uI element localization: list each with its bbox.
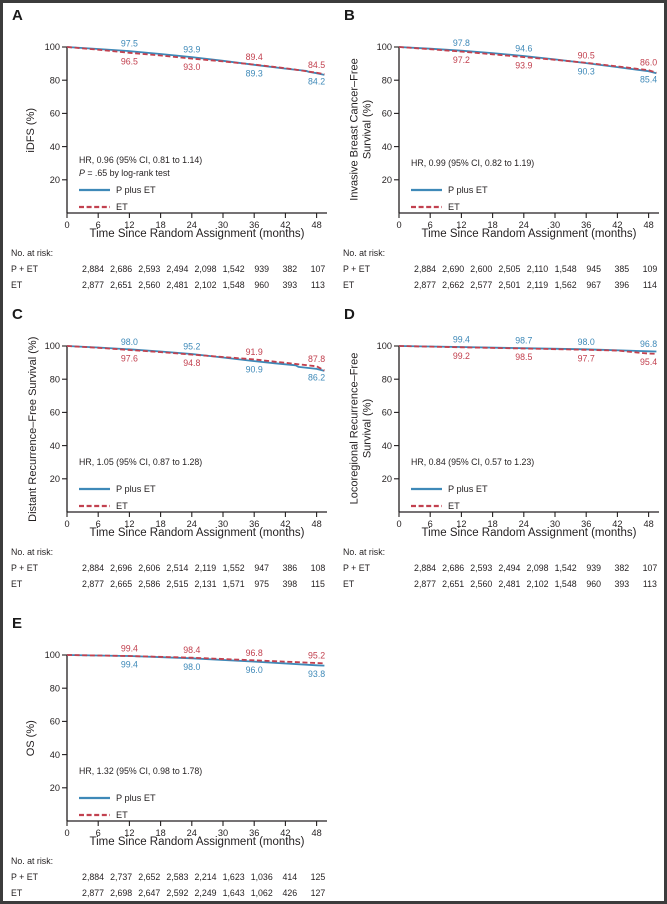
- svg-text:24: 24: [518, 519, 529, 529]
- svg-text:30: 30: [549, 220, 561, 230]
- svg-text:96.0: 96.0: [245, 665, 263, 676]
- svg-text:18: 18: [487, 519, 498, 529]
- risk-row: [11, 264, 332, 274]
- risk-row-label: P + ET: [343, 563, 370, 573]
- svg-text:89.4: 89.4: [245, 52, 263, 63]
- svg-text:36: 36: [581, 220, 592, 230]
- svg-text:84.2: 84.2: [308, 76, 326, 87]
- svg-text:60: 60: [49, 716, 60, 727]
- panel-letter: C: [12, 306, 24, 323]
- svg-text:ET: ET: [116, 501, 128, 511]
- x-axis-title: Time Since Random Assignment (months): [89, 836, 305, 848]
- risk-row-label: ET: [343, 579, 355, 589]
- svg-text:40: 40: [49, 141, 60, 152]
- svg-text:HR, 1.05 (95% CI, 0.87 to 1.28: HR, 1.05 (95% CI, 0.87 to 1.28): [79, 457, 203, 467]
- y-axis-title: iDFS (%): [24, 107, 37, 153]
- svg-text:HR, 0.96 (95% CI, 0.81 to 1.14: HR, 0.96 (95% CI, 0.81 to 1.14): [79, 155, 203, 165]
- svg-text:0: 0: [64, 220, 70, 230]
- svg-text:80: 80: [381, 75, 392, 86]
- svg-text:30: 30: [217, 220, 229, 230]
- svg-text:89.3: 89.3: [245, 68, 263, 79]
- svg-text:80: 80: [49, 75, 60, 86]
- risk-row-values: 2,884 2,690 2,600 2,505 2,110 1,548 945 385 109: [414, 264, 658, 274]
- svg-text:40: 40: [381, 141, 392, 152]
- risk-row: [11, 280, 332, 290]
- svg-text:P plus ET: P plus ET: [448, 185, 488, 195]
- risk-row: [343, 264, 664, 274]
- risk-row: [11, 872, 332, 882]
- svg-text:80: 80: [49, 683, 60, 694]
- svg-text:99.2: 99.2: [452, 350, 470, 361]
- svg-text:80: 80: [381, 374, 392, 385]
- svg-text:60: 60: [49, 407, 60, 418]
- svg-text:12: 12: [124, 519, 135, 529]
- svg-text:40: 40: [49, 440, 60, 451]
- svg-text:HR, 0.99 (95% CI, 0.82 to 1.19: HR, 0.99 (95% CI, 0.82 to 1.19): [411, 158, 535, 168]
- svg-text:97.2: 97.2: [452, 55, 470, 66]
- svg-text:94.8: 94.8: [183, 358, 201, 369]
- risk-row-label: ET: [11, 579, 23, 589]
- risk-table-title: No. at risk:: [11, 856, 54, 866]
- svg-text:0: 0: [64, 828, 70, 838]
- svg-text:60: 60: [49, 108, 60, 119]
- risk-row-values: 2,877 2,651 2,560 2,481 2,102 1,548 960 393 113: [414, 579, 657, 589]
- risk-row-values: 2,877 2,662 2,577 2,501 2,119 1,562 967 396 114: [414, 280, 657, 290]
- risk-row-values: 2,884 2,686 2,593 2,494 2,098 1,542 939 382 107: [82, 264, 326, 274]
- svg-text:24: 24: [186, 828, 197, 838]
- panel-e: [3, 611, 334, 901]
- risk-row-values: 2,877 2,665 2,586 2,515 2,131 1,571 975 398 115: [82, 579, 325, 589]
- svg-text:6: 6: [95, 220, 101, 230]
- panel-c: [3, 302, 334, 610]
- svg-text:20: 20: [49, 474, 60, 484]
- svg-text:100: 100: [44, 42, 60, 53]
- svg-text:24: 24: [186, 220, 197, 230]
- risk-row-label: ET: [343, 280, 355, 290]
- svg-text:98.5: 98.5: [515, 351, 533, 362]
- svg-text:93.8: 93.8: [308, 668, 326, 679]
- svg-text:0: 0: [396, 220, 402, 230]
- svg-text:36: 36: [249, 519, 260, 529]
- svg-text:98.0: 98.0: [183, 661, 201, 672]
- svg-text:86.2: 86.2: [308, 372, 326, 383]
- svg-text:98.7: 98.7: [515, 335, 533, 346]
- svg-text:95.2: 95.2: [308, 650, 326, 661]
- svg-text:48: 48: [311, 828, 322, 838]
- svg-text:100: 100: [44, 650, 60, 661]
- svg-text:36: 36: [249, 220, 260, 230]
- svg-text:20: 20: [49, 175, 60, 185]
- svg-text:12: 12: [456, 519, 467, 529]
- svg-text:6: 6: [427, 220, 433, 230]
- y-axis-title: Distant Recurrence–Free Survival (%): [26, 336, 39, 522]
- km-plot: [35, 35, 331, 235]
- svg-text:96.5: 96.5: [120, 56, 138, 67]
- risk-row: [11, 888, 332, 898]
- svg-text:48: 48: [643, 220, 654, 230]
- risk-table-title: No. at risk:: [11, 547, 54, 557]
- svg-text:30: 30: [549, 519, 561, 529]
- svg-text:P plus ET: P plus ET: [116, 185, 156, 195]
- svg-text:98.0: 98.0: [577, 336, 595, 347]
- svg-text:100: 100: [376, 42, 392, 53]
- risk-row: [11, 579, 332, 589]
- x-axis-title: Time Since Random Assignment (months): [89, 228, 305, 240]
- svg-text:12: 12: [124, 828, 135, 838]
- risk-row-values: 2,884 2,696 2,606 2,514 2,119 1,552 947 386 108: [82, 563, 326, 573]
- svg-text:91.9: 91.9: [245, 346, 263, 357]
- svg-text:99.4: 99.4: [120, 659, 138, 670]
- panel-a: [3, 3, 334, 301]
- svg-text:ET: ET: [448, 202, 460, 212]
- km-plot: [367, 35, 663, 235]
- y-axis-title: Locoregional Recurrence–Free Survival (%): [348, 352, 373, 505]
- panel-letter: E: [12, 615, 23, 632]
- svg-text:93.9: 93.9: [515, 60, 533, 71]
- svg-text:24: 24: [186, 519, 197, 529]
- svg-text:96.8: 96.8: [245, 647, 263, 658]
- svg-text:90.5: 90.5: [577, 50, 595, 61]
- risk-table-title: No. at risk:: [343, 547, 386, 557]
- svg-text:86.0: 86.0: [640, 57, 658, 68]
- x-axis-title: Time Since Random Assignment (months): [421, 228, 637, 240]
- risk-row-values: 2,877 2,698 2,647 2,592 2,249 1,643 1,062 426 127: [82, 888, 326, 898]
- risk-row: [11, 563, 332, 573]
- svg-text:60: 60: [381, 108, 392, 119]
- svg-text:20: 20: [49, 783, 60, 793]
- svg-text:100: 100: [44, 341, 60, 352]
- svg-text:80: 80: [49, 374, 60, 385]
- svg-text:6: 6: [95, 828, 101, 838]
- svg-text:36: 36: [249, 828, 260, 838]
- svg-text:98.0: 98.0: [120, 336, 138, 347]
- svg-text:90.9: 90.9: [245, 364, 263, 375]
- km-plot: [35, 334, 331, 534]
- svg-text:42: 42: [280, 828, 291, 838]
- svg-text:30: 30: [217, 828, 229, 838]
- svg-text:48: 48: [311, 519, 322, 529]
- svg-text:HR, 0.84 (95% CI, 0.57 to 1.23: HR, 0.84 (95% CI, 0.57 to 1.23): [411, 457, 535, 467]
- km-plot: [367, 334, 663, 534]
- svg-text:P plus ET: P plus ET: [448, 484, 488, 494]
- svg-text:12: 12: [124, 220, 135, 230]
- svg-text:40: 40: [381, 440, 392, 451]
- svg-text:HR, 1.32 (95% CI, 0.98 to 1.78: HR, 1.32 (95% CI, 0.98 to 1.78): [79, 766, 203, 776]
- svg-text:93.0: 93.0: [183, 62, 201, 73]
- risk-row-values: 2,884 2,686 2,593 2,494 2,098 1,542 939 382 107: [414, 563, 658, 573]
- svg-text:85.4: 85.4: [640, 74, 658, 85]
- svg-text:36: 36: [581, 519, 592, 529]
- svg-text:0: 0: [64, 519, 70, 529]
- svg-text:100: 100: [376, 341, 392, 352]
- svg-text:20: 20: [381, 175, 392, 185]
- panel-letter: A: [12, 7, 24, 24]
- panel-letter: B: [344, 7, 356, 24]
- svg-text:18: 18: [155, 220, 166, 230]
- svg-text:42: 42: [280, 519, 291, 529]
- svg-text:18: 18: [487, 220, 498, 230]
- y-axis-title: OS (%): [24, 720, 37, 757]
- svg-text:42: 42: [280, 220, 291, 230]
- svg-text:6: 6: [427, 519, 433, 529]
- svg-text:24: 24: [518, 220, 529, 230]
- svg-text:84.5: 84.5: [308, 60, 326, 71]
- svg-text:90.3: 90.3: [577, 66, 595, 77]
- svg-text:18: 18: [155, 519, 166, 529]
- svg-text:94.6: 94.6: [515, 43, 533, 54]
- risk-row-label: P + ET: [11, 264, 38, 274]
- svg-text:48: 48: [643, 519, 654, 529]
- svg-text:60: 60: [381, 407, 392, 418]
- risk-row-label: P + ET: [11, 563, 38, 573]
- svg-text:6: 6: [95, 519, 101, 529]
- x-axis-title: Time Since Random Assignment (months): [421, 527, 637, 539]
- panel-d: [335, 302, 666, 610]
- svg-text:18: 18: [155, 828, 166, 838]
- risk-row-values: 2,877 2,651 2,560 2,481 2,102 1,548 960 393 113: [82, 280, 325, 290]
- y-axis-title: Invasive Breast Cancer–Free Survival (%): [348, 58, 373, 201]
- svg-text:ET: ET: [116, 810, 128, 820]
- risk-row-label: ET: [11, 280, 23, 290]
- risk-row-label: P + ET: [343, 264, 370, 274]
- risk-row: [343, 280, 664, 290]
- panel-b: [335, 3, 666, 301]
- risk-table-title: No. at risk:: [11, 248, 54, 258]
- risk-row-label: ET: [11, 888, 23, 898]
- risk-row: [343, 563, 664, 573]
- svg-text:42: 42: [612, 519, 623, 529]
- svg-text:87.8: 87.8: [308, 353, 326, 364]
- svg-text:95.4: 95.4: [640, 357, 658, 368]
- svg-text:97.5: 97.5: [120, 38, 138, 49]
- svg-text:30: 30: [217, 519, 229, 529]
- svg-text:99.4: 99.4: [452, 334, 470, 345]
- svg-text:96.8: 96.8: [640, 338, 658, 349]
- svg-text:P plus ET: P plus ET: [116, 484, 156, 494]
- risk-row-values: 2,884 2,737 2,652 2,583 2,214 1,623 1,036 414 125: [82, 872, 326, 882]
- x-axis-title: Time Since Random Assignment (months): [89, 527, 305, 539]
- svg-text:48: 48: [311, 220, 322, 230]
- svg-text:99.4: 99.4: [120, 643, 138, 654]
- svg-text:20: 20: [381, 474, 392, 484]
- km-plot: [35, 643, 331, 843]
- risk-table-title: No. at risk:: [343, 248, 386, 258]
- svg-text:95.2: 95.2: [183, 341, 201, 352]
- svg-text:97.7: 97.7: [577, 353, 595, 364]
- svg-text:12: 12: [456, 220, 467, 230]
- svg-text:ET: ET: [116, 202, 128, 212]
- risk-row-label: P + ET: [11, 872, 38, 882]
- svg-text:P plus ET: P plus ET: [116, 793, 156, 803]
- risk-row: [343, 579, 664, 589]
- svg-text:40: 40: [49, 749, 60, 760]
- svg-text:93.9: 93.9: [183, 44, 201, 55]
- panel-letter: D: [344, 306, 356, 323]
- svg-text:97.6: 97.6: [120, 353, 138, 364]
- svg-text:97.8: 97.8: [452, 38, 470, 49]
- svg-text:0: 0: [396, 519, 402, 529]
- svg-text:ET: ET: [448, 501, 460, 511]
- svg-text:98.4: 98.4: [183, 645, 201, 656]
- svg-text:P = .65 by log-rank test: P = .65 by log-rank test: [79, 168, 170, 178]
- svg-text:42: 42: [612, 220, 623, 230]
